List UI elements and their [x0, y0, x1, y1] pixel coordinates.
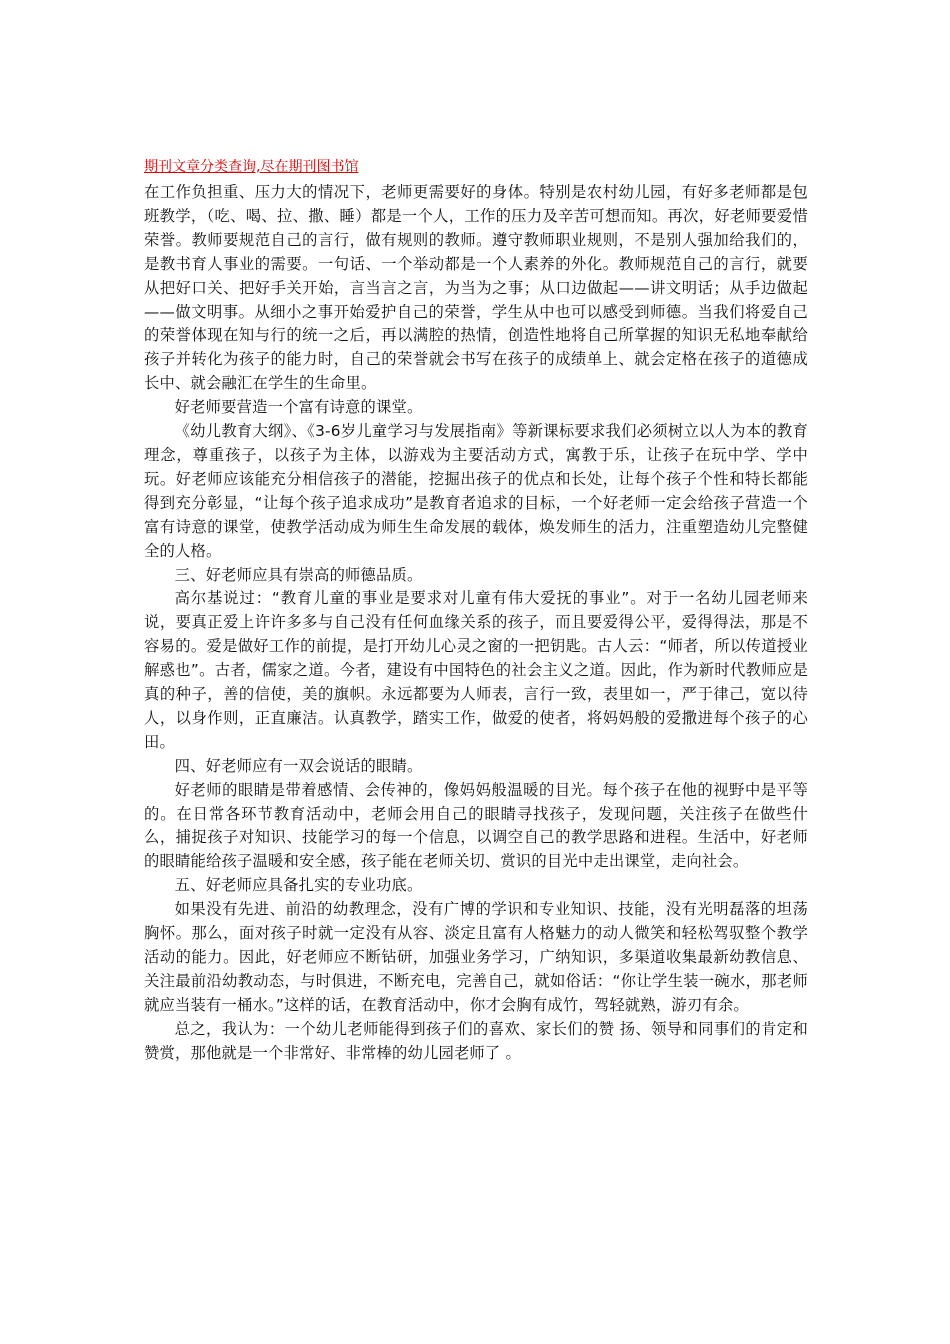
paragraph-professional: 如果没有先进、前沿的幼教理念，没有广博的学识和专业知识、技能，没有光明磊落的坦荡胸怀。那么，面对孩子时就一定没有从容、淡定且富有人格魅力的动人微笑和轻松驾驭整个教学活动的能力。因此，好老师应不断钻研，加强业务学习，广纳知识，多渠道收集最新幼教信息、关注最前沿幼教动态，与时俱进，不断充电，完善自己，就如俗话：“你让学生装一碗水，那老师就应当装有一桶水。”这样的话，在教育活动中，你才会胸有成竹，驾轻就熟，游刃有余。: [144, 900, 808, 1014]
paragraph-conclusion: 总之，我认为：一个幼儿老师能得到孩子们的喜欢、家长们的赞 扬、领导和同事们的肯定和赞赏，那他就是一个非常好、非常棒的幼儿园老师了 。: [144, 1019, 808, 1062]
paragraph-poetic-classroom: 《幼儿教育大纲》、《3-6岁儿童学习与发展指南》等新课标要求我们必须树立以人为本的教育理念，尊重孩子，以孩子为主体，以游戏为主要活动方式，寓教于乐，让孩子在玩中学、学中玩。好老师应该能充分相信孩子的潜能，挖掘出孩子的优点和长处，让每个孩子个性和特长都能得到充分彰显，“让每个孩子追求成功”是教育者追求的目标，一个好老师一定会给孩子营造一个富有诗意的课堂，使教学活动成为师生生命发展的载体，焕发师生的活力，注重塑造幼儿完整健全的人格。: [144, 422, 808, 560]
paragraph-eyes: 好老师的眼睛是带着感情、会传神的，像妈妈般温暖的目光。每个孩子在他的视野中是平等的。在日常各环节教育活动中，老师会用自己的眼睛寻找孩子，发现问题，关注孩子在做些什么，捕捉孩子对知识、技能学习的每一个信息，以调空自己的教学思路和进程。生活中，好老师的眼睛能给孩子温暖和安全感，孩子能在老师关切、赏识的目光中走出课堂，走向社会。: [144, 780, 808, 871]
paragraph-poetic-classroom-heading: 好老师要营造一个富有诗意的课堂。: [174, 398, 423, 417]
section-heading-eyes: 四、好老师应有一双会说话的眼睛。: [174, 756, 423, 775]
journal-library-link[interactable]: 期刊文章分类查询,尽在期刊图书馆: [144, 159, 359, 175]
section-heading-ethics: 三、好老师应具有崇高的师德品质。: [174, 565, 423, 584]
section-heading-professional: 五、好老师应具备扎实的专业功底。: [174, 876, 423, 895]
article-body: [144, 181, 808, 1066]
document-page: [144, 156, 808, 1066]
paragraph-ethics: 高尔基说过：“教育儿童的事业是要求对儿童有伟大爱抚的事业”。对于一名幼儿园老师来说，要真正爱上许许多多与自己没有任何血缘关系的孩子，而且要爱得公平，爱得得法，那是不容易的。爱是做好工作的前提，是打开幼儿心灵之窗的一把钥匙。古人云：“师者，所以传道授业解惑也”。古者，儒家之道。今者，建设有中国特色的社会主义之道。因此，作为新时代教师应是真的种子，善的信使，美的旗帜。永远都要为人师表，言行一致，表里如一，严于律己，宽以待人，以身作则，正直廉洁。认真教学，踏实工作，做爱的使者，将妈妈般的爱撒进每个孩子的心田。: [144, 589, 808, 751]
paragraph-health-honor: 在工作负担重、压力大的情况下，老师更需要好的身体。特别是农村幼儿园，有好多老师都是包班教学，（吃、喝、拉、撒、睡）都是一个人，工作的压力及辛苦可想而知。再次，好老师要爱惜荣誉。教师要规范自己的言行，做有规则的教师。遵守教师职业规则，不是别人强加给我们的，是教书育人事业的需要。一句话、一个举动都是一个人素养的外化。教师规范自己的言行，就要从把好口关、把好手关开始，言当言之言，为当为之事；从口边做起——讲文明话；从手边做起——做文明事。从细小之事开始爱护自己的荣誉，学生从中也可以感受到师德。当我们将爱自己的荣誉体现在知与行的统一之后，再以满腔的热情，创造性地将自己所掌握的知识无私地奉献给孩子并转化为孩子的能力时，自己的荣誉就会书写在孩子的成绩单上、就会定格在孩子的道德成长中、就会融汇在学生的生命里。: [144, 183, 808, 393]
